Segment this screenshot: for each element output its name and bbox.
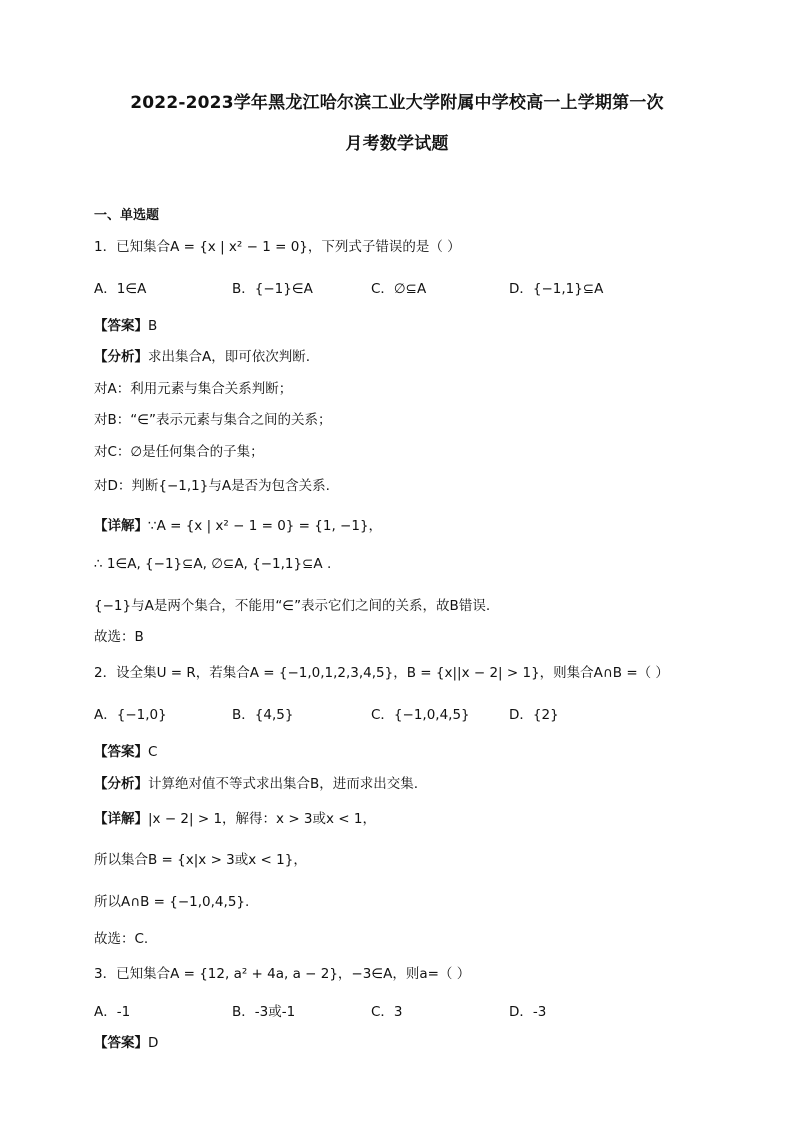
analysis-text: 计算绝对值不等式求出集合B，进而求出交集. (148, 776, 419, 792)
question-1-analysis (94, 345, 310, 365)
question-1-option-d: D．{−1,1}⊆A (509, 281, 604, 297)
question-3-option-d: D．-3 (509, 1004, 547, 1020)
analysis-tag: 【分析】 (94, 776, 148, 792)
answer-value: C (148, 744, 158, 760)
question-1-detail-line: ∴ 1∈A, {−1}⊆A, ∅⊆A, {−1,1}⊆A . (94, 556, 332, 572)
answer-value: D (148, 1035, 159, 1051)
question-3-option-c: C．3 (371, 1004, 403, 1020)
analysis-text: 求出集合A，即可依次判断. (148, 349, 311, 365)
question-2-option-c: C．{−1,0,4,5} (371, 707, 470, 723)
question-1-detail (94, 514, 382, 534)
detail-tag: 【详解】 (94, 518, 148, 534)
question-1-answer (94, 314, 157, 334)
detail-text: |x − 2| > 1，解得：x > 3或x < 1， (148, 811, 376, 827)
section-heading: 一、单选题 (94, 208, 160, 223)
answer-tag: 【答案】 (94, 318, 148, 334)
question-1-option-b: B．{−1}∈A (232, 281, 313, 297)
question-1-stem: 1．已知集合A = {x | x² − 1 = 0}，下列式子错误的是（ ） (94, 239, 461, 255)
question-3-stem: 3．已知集合A = {12, a² + 4a, a − 2}，−3∈A，则a=（ ） (94, 966, 471, 982)
question-2-option-b: B．{4,5} (232, 707, 294, 723)
question-1-analysis-line: 对A：利用元素与集合关系判断； (94, 381, 293, 397)
answer-tag: 【答案】 (94, 1035, 148, 1051)
question-2-detail-line: 所以A∩B = {−1,0,4,5}. (94, 894, 250, 910)
question-1-analysis-line: 对D：判断{−1,1}与A是否为包含关系. (94, 478, 330, 494)
document-title-line2: 月考数学试题 (345, 134, 449, 154)
question-2-analysis (94, 772, 418, 792)
analysis-tag: 【分析】 (94, 349, 148, 365)
detail-text: ∵A = {x | x² − 1 = 0} = {1, −1}， (148, 518, 383, 534)
question-2-option-d: D．{2} (509, 707, 559, 723)
question-2-stem: 2．设全集U = R，若集合A = {−1,0,1,2,3,4,5}，B = {x||x − 2| > 1}，则集合A∩B =（ ） (94, 665, 669, 681)
question-3-option-b: B．-3或-1 (232, 1004, 296, 1020)
question-3-answer (94, 1031, 158, 1051)
question-2-detail-line: 所以集合B = {x|x > 3或x < 1}， (94, 852, 307, 868)
document-title-line1: 2022-2023学年黑龙江哈尔滨工业大学附属中学校高一上学期第一次 (130, 93, 664, 113)
question-1-analysis-line: 对C：∅是任何集合的子集； (94, 444, 264, 460)
question-2-detail-line: 故选：C. (94, 931, 149, 947)
question-1-option-a: A．1∈A (94, 281, 147, 297)
answer-tag: 【答案】 (94, 744, 148, 760)
question-1-analysis-line: 对B：“∈”表示元素与集合之间的关系； (94, 412, 332, 428)
answer-value: B (148, 318, 158, 334)
question-1-detail-line: {−1}与A是两个集合，不能用“∈”表示它们之间的关系，故B错误. (94, 598, 491, 614)
detail-tag: 【详解】 (94, 811, 148, 827)
question-2-detail (94, 807, 376, 827)
question-1-detail-line: 故选：B (94, 629, 144, 645)
question-2-answer (94, 740, 157, 760)
question-1-option-c: C．∅⊆A (371, 281, 427, 297)
question-3-option-a: A．-1 (94, 1004, 131, 1020)
question-2-option-a: A．{−1,0} (94, 707, 167, 723)
